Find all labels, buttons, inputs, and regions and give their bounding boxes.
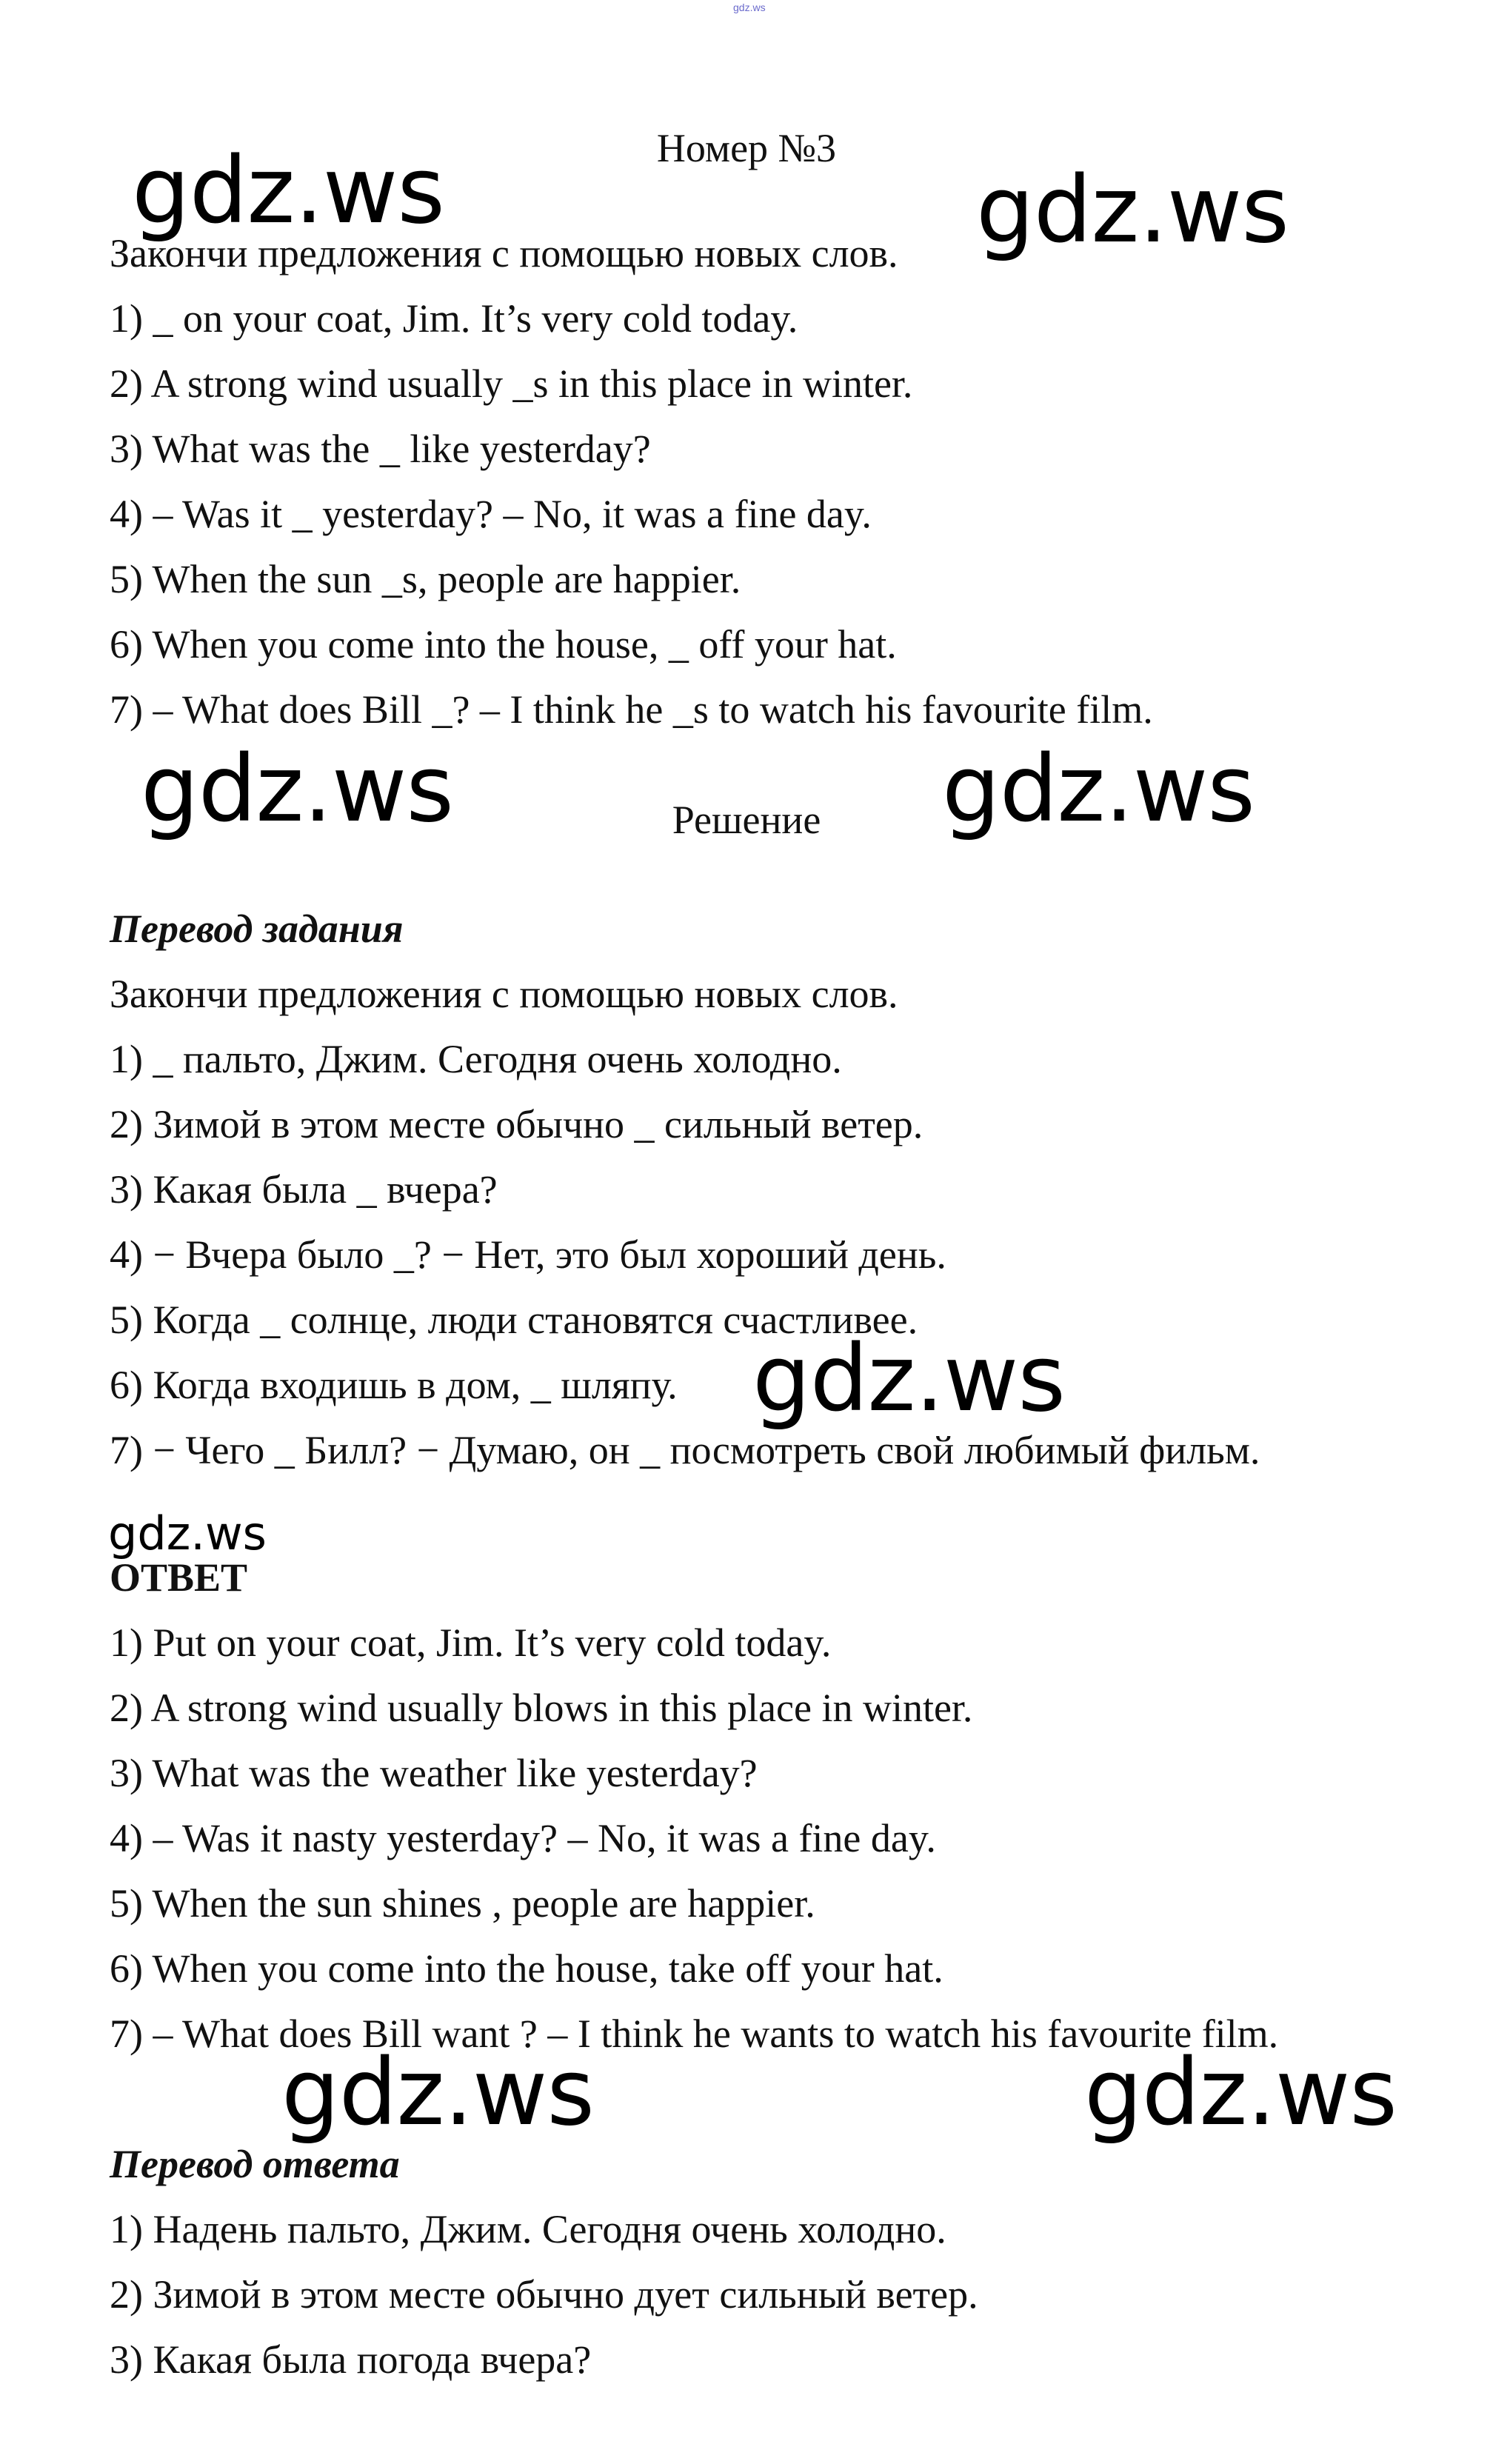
answer-item: 6) When you come into the house, take off your hat. [110, 1946, 943, 1991]
task-translation-item: 5) Когда _ солнце, люди становятся счастливее. [110, 1298, 918, 1342]
task-item: 6) When you come into the house, _ off your hat. [110, 622, 897, 667]
task-item: 7) – What does Bill _? – I think he _s to watch his favourite film. [110, 687, 1153, 732]
answer-item: 3) What was the weather like yesterday? [110, 1751, 758, 1795]
watermark: gdz.ws [281, 2040, 594, 2146]
watermark: gdz.ws [942, 736, 1255, 843]
answer-item: 5) When the sun shines , people are happier. [110, 1881, 815, 1926]
task-item: 5) When the sun _s, people are happier. [110, 557, 741, 601]
task-translation-heading: Перевод задания [110, 907, 404, 951]
task-translation-item: 4) − Вчера было _? − Нет, это был хороший день. [110, 1232, 946, 1277]
answer-translation-item: 3) Какая была погода вчера? [110, 2337, 592, 2382]
task-translation-item: 1) _ пальто, Джим. Сегодня очень холодно. [110, 1037, 842, 1081]
task-translation-item: 3) Какая была _ вчера? [110, 1167, 498, 1212]
answer-heading: ОТВЕТ [110, 1555, 248, 1600]
task-instruction: Закончи предложения с помощью новых слов. [110, 231, 898, 276]
solution-heading: Решение [672, 798, 821, 842]
answer-translation-item: 1) Надень пальто, Джим. Сегодня очень холодно. [110, 2207, 946, 2251]
answer-item: 4) – Was it nasty yesterday? – No, it was a fine day. [110, 1816, 936, 1860]
answer-item: 2) A strong wind usually blows in this place in winter. [110, 1686, 973, 1730]
task-item: 4) – Was it _ yesterday? – No, it was a fine day. [110, 492, 872, 536]
answer-translation-heading: Перевод ответа [110, 2142, 400, 2186]
task-item: 3) What was the _ like yesterday? [110, 427, 651, 471]
page-title: Номер №3 [656, 126, 837, 170]
task-translation-item: 2) Зимой в этом месте обычно _ сильный ветер. [110, 1102, 923, 1146]
top-watermark: gdz.ws [733, 1, 766, 13]
answer-translation-item: 2) Зимой в этом месте обычно дует сильный ветер. [110, 2272, 978, 2317]
task-translation-item: 7) − Чего _ Билл? − Думаю, он _ посмотреть свой любимый фильм. [110, 1428, 1260, 1472]
watermark: gdz.ws [132, 138, 444, 244]
task-item: 2) A strong wind usually _s in this place in winter. [110, 361, 913, 406]
watermark: gdz.ws [108, 1506, 267, 1560]
task-translation-instruction: Закончи предложения с помощью новых слов. [110, 972, 898, 1016]
task-item: 1) _ on your coat, Jim. It’s very cold today. [110, 296, 798, 341]
answer-item: 1) Put on your coat, Jim. It’s very cold today. [110, 1620, 832, 1665]
watermark: gdz.ws [976, 157, 1289, 264]
watermark: gdz.ws [1084, 2040, 1397, 2146]
watermark: gdz.ws [141, 736, 453, 843]
task-translation-item: 6) Когда входишь в дом, _ шляпу. [110, 1363, 678, 1407]
answer-item: 7) – What does Bill want ? – I think he wants to watch his favourite film. [110, 2011, 1279, 2056]
watermark: gdz.ws [752, 1326, 1065, 1432]
